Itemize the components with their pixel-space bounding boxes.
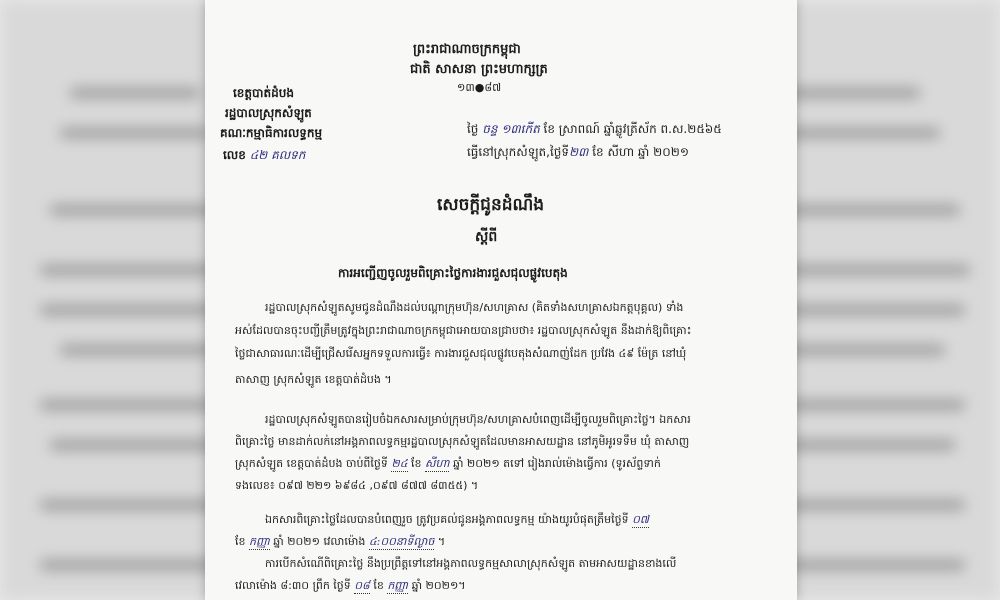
lunar-date: ថ្ងៃ ចន្ទ ១៣កើត ខែ ស្រាពណ៍ ឆ្នាំឆ្លូវត្រីស័ក ព.ស.២៥៦៥ [467, 122, 722, 136]
document-page [205, 0, 797, 600]
paragraph-1-line-2: អស់ដែលបានចុះបញ្ជីត្រឹមត្រូវក្នុងព្រះរាជាណាចក្រកម្ពុជាអោយបានជ្រាបថា៖ រដ្ឋបាលស្រុកសំឡូត នឹងដាក់ឱ្យពិគ្រោះ [235, 324, 692, 337]
paragraph-3-line-1: ឯកសារពិគ្រោះថ្លៃដែលបានបំពេញរួច ត្រូវប្រគល់ជូនអង្គភាពលទ្ធកម្ម យ៉ាងយូរបំផុតត្រឹមថ្ងៃទី ០៧ [265, 513, 649, 526]
paragraph-2-line-3: ស្រុកសំឡូត ខេត្តបាត់ដំបង ចាប់ពីថ្ងៃទី ២៤ ខែ សីហា ឆ្នាំ ២០២១ តទៅ រៀងរាល់ម៉ោងធ្វើការ (ទូរស័ព្ទទាក់ [235, 457, 661, 470]
blurred-left-background [0, 0, 240, 600]
paragraph-2-line-4: ទងលេខ៖ ០៩៧ ២២១ ៦៩៨៤ ,០៩៧ ៨៧៧ ៨៣៥៥) ។ [235, 479, 479, 492]
place-and-date: ធ្វើនៅស្រុកសំឡូត,ថ្ងៃទី២៣ ខែ សីហា ឆ្នាំ ២០២១ [467, 145, 689, 159]
paragraph-1-line-3: ថ្លៃជាសាធារណៈដើម្បីជ្រើសរើសអ្នកទទួលការធ្វើ៖ ការងារជួសជុលផ្លូវបេតុងសំណាញ់ដែក ប្រវែង ៤៩ ម៉ែត្រ នៅឃុំ [235, 347, 687, 360]
paragraph-1-line-4: តាសាញ ស្រុកសំឡូត ខេត្តបាត់ដំបង ។ [235, 373, 392, 386]
national-motto: ជាតិ សាសនា ព្រះមហាក្សត្រ [410, 62, 548, 77]
kingdom-heading: ព្រះរាជាណាចក្រកម្ពុជា [413, 42, 521, 57]
paragraph-1-line-1: រដ្ឋបាលស្រុកសំឡូតសូមជូនដំណឹងដល់បណ្តាក្រុមហ៊ុន/សហគ្រាស (គិតទាំងសហគ្រាសឯកត្តបុគ្គល) ទាំង [265, 301, 684, 314]
paragraph-3-line-2: ខែ កញ្ញា ឆ្នាំ ២០២១ វេលាម៉ោង ៤:០០នាទីល្ងាច ។ [235, 535, 446, 548]
paragraph-4-line-1: ការបើកសំណើពិគ្រោះថ្លៃ នឹងប្រព្រឹត្តទៅនៅអង្គភាពលទ្ធកម្មសាលាស្រុកសំឡូត តាមអាសយដ្ឋានខាងលើ [265, 557, 677, 570]
sender-committee: គណៈកម្មាធិការលទ្ធកម្ម [220, 126, 323, 140]
reference-number: លេខ ៤២ គលទក [223, 148, 306, 162]
document-title: សេចក្តីជូនដំណឹង [437, 195, 545, 215]
paragraph-2-line-2: ពិគ្រោះថ្លៃ មានដាក់លក់នៅអង្គភាពលទ្ធកម្មរដ្ឋបាលស្រុកសំឡូតដែលមានអាសយដ្ឋាន នៅភូមិអូរទទឹម ឃុំ តាសាញ [235, 435, 690, 448]
sender-district: រដ្ឋបាលស្រុកសំឡូត [225, 106, 312, 120]
about-label: ស្តីពី [475, 229, 498, 245]
paragraph-4-line-2: វេលាម៉ោង ៨:៣០ ព្រឹក ថ្ងៃទី ០៨ ខែ កញ្ញា ឆ្នាំ ២០២១។ [235, 579, 466, 592]
sender-province: ខេត្តបាត់ដំបង [233, 86, 294, 100]
paragraph-2-line-1: រដ្ឋបាលស្រុកសំឡូតបានរៀបចំឯកសារសម្រាប់ក្រុមហ៊ុន/សហគ្រាសបំពេញដើម្បីចូលរួមពិគ្រោះថ្លៃ។ ឯកសារ [265, 413, 691, 426]
document-subject: ការអញ្ជើញចូលរួមពិគ្រោះថ្លៃការងារជួសជុលផ្លូវបេតុង [338, 266, 568, 280]
header-ornament: ១៣●៨៧ [457, 81, 502, 94]
